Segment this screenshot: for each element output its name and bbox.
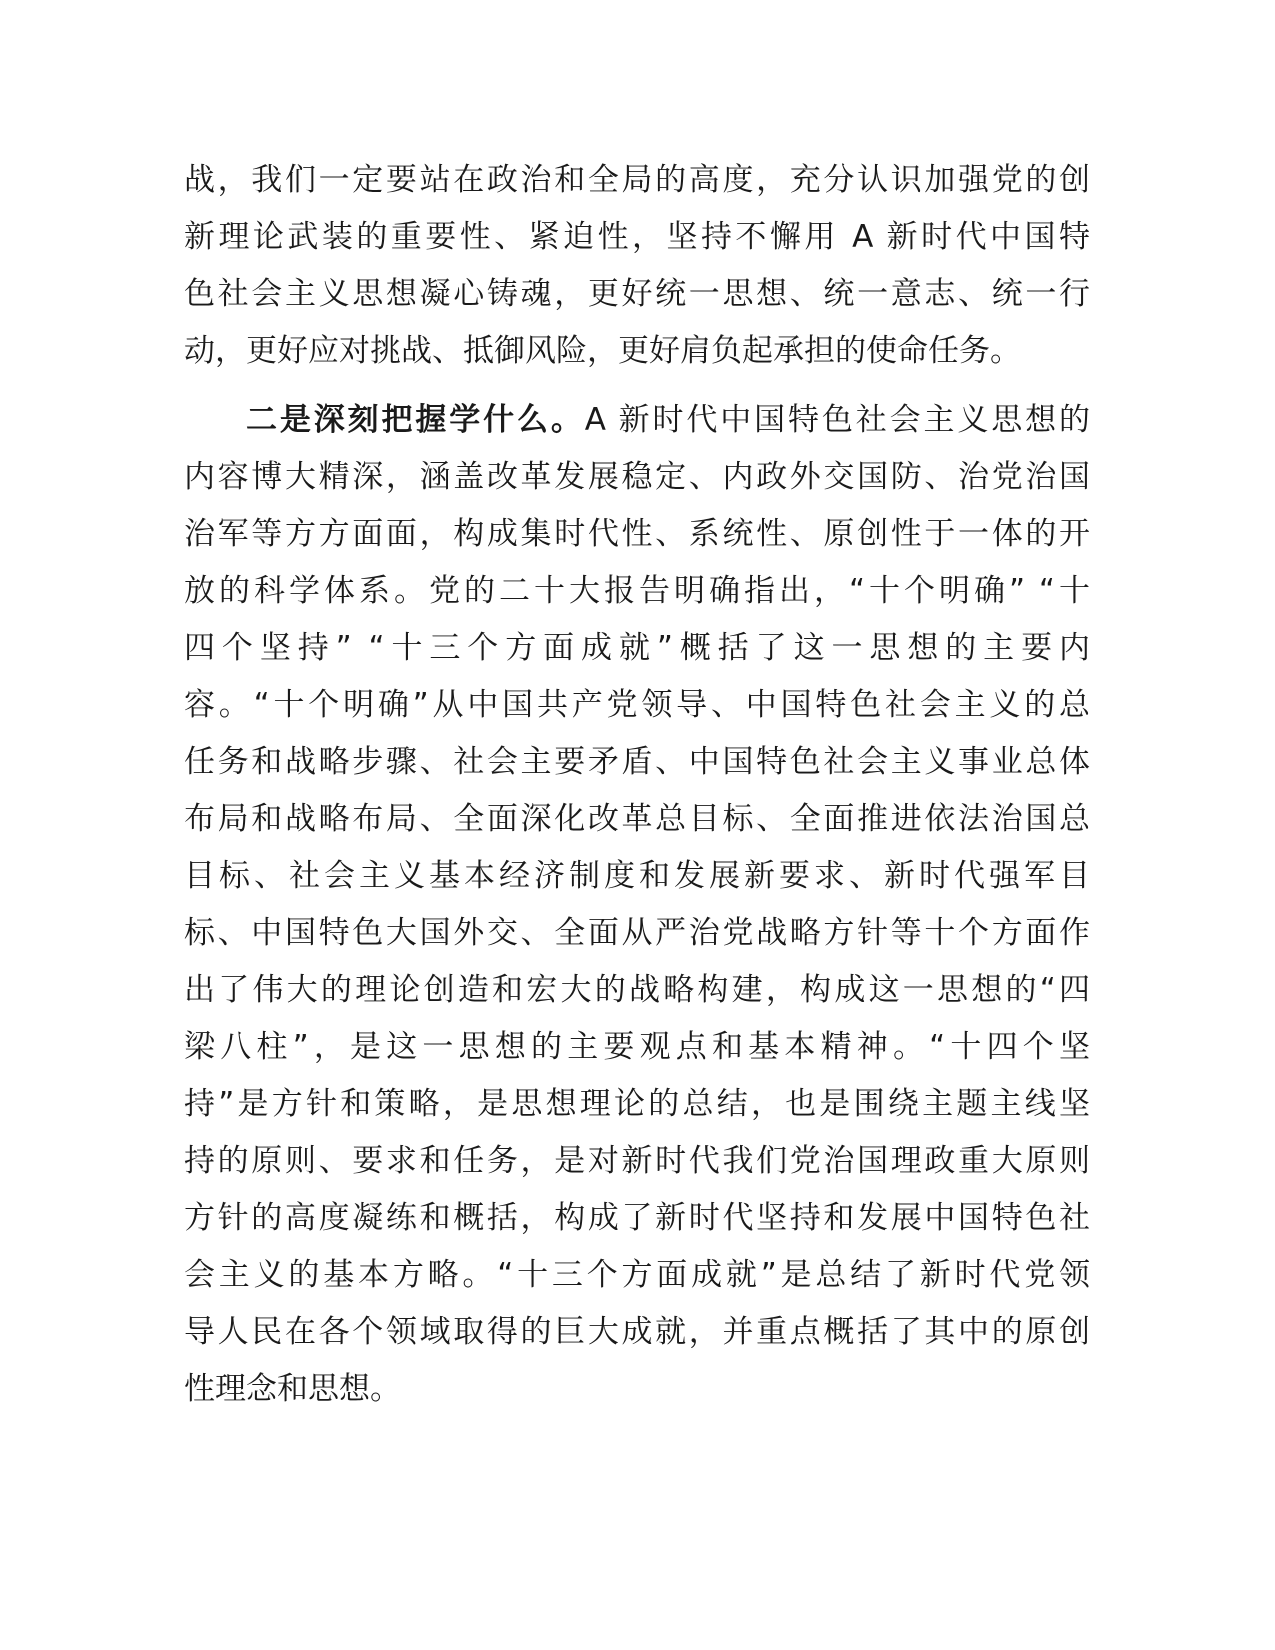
text-line: 动，更好应对挑战、抵御风险，更好肩负起承担的使命任务。 bbox=[184, 333, 1021, 369]
text-fragment: A 新时代中国特色社会主义思想的 bbox=[584, 402, 1091, 438]
paragraph-heading: 二是深刻把握学什么。 bbox=[246, 402, 585, 438]
text-line: 目标、社会主义基本经济制度和发展新要求、新时代强军目 bbox=[184, 858, 1090, 894]
text-line: 治军等方方面面，构成集时代性、系统性、原创性于一体的开 bbox=[184, 516, 1090, 552]
text-line: 导人民在各个领域取得的巨大成就，并重点概括了其中的原创 bbox=[184, 1314, 1090, 1350]
text-line: 放的科学体系。党的二十大报告明确指出，“十个明确” “十 bbox=[184, 573, 1090, 609]
text-line: 容。“十个明确”从中国共产党领导、中国特色社会主义的总 bbox=[184, 687, 1090, 723]
text-line: 持”是方针和策略，是思想理论的总结，也是围绕主题主线坚 bbox=[184, 1086, 1090, 1122]
text-line: 方针的高度凝练和概括，构成了新时代坚持和发展中国特色社 bbox=[184, 1200, 1090, 1236]
paragraph-2 bbox=[184, 392, 1090, 1418]
paragraph-1 bbox=[184, 152, 1090, 380]
text-line: 持的原则、要求和任务，是对新时代我们党治国理政重大原则 bbox=[184, 1143, 1090, 1179]
text-line: 色社会主义思想凝心铸魂，更好统一思想、统一意志、统一行 bbox=[184, 276, 1090, 312]
text-line: 内容博大精深，涵盖改革发展稳定、内政外交国防、治党治国 bbox=[184, 459, 1090, 495]
text-line: 性理念和思想。 bbox=[184, 1371, 401, 1407]
text-line: 任务和战略步骤、社会主要矛盾、中国特色社会主义事业总体 bbox=[184, 744, 1090, 780]
text-line: 出了伟大的理论创造和宏大的战略构建，构成这一思想的“四 bbox=[184, 972, 1090, 1008]
text-line-first bbox=[184, 392, 1090, 449]
text-line: 标、中国特色大国外交、全面从严治党战略方针等十个方面作 bbox=[184, 915, 1090, 951]
text-line: 战，我们一定要站在政治和全局的高度，充分认识加强党的创 bbox=[184, 162, 1090, 198]
text-line: 四个坚持” “十三个方面成就”概括了这一思想的主要内 bbox=[184, 630, 1090, 666]
text-line: 新理论武装的重要性、紧迫性，坚持不懈用 A 新时代中国特 bbox=[184, 219, 1090, 255]
paragraph-gap bbox=[184, 380, 1090, 392]
text-line: 会主义的基本方略。“十三个方面成就”是总结了新时代党领 bbox=[184, 1257, 1090, 1293]
text-line: 布局和战略布局、全面深化改革总目标、全面推进依法治国总 bbox=[184, 801, 1090, 837]
text-line: 梁八柱”，是这一思想的主要观点和基本精神。“十四个坚 bbox=[184, 1029, 1090, 1065]
document-body bbox=[184, 152, 1090, 1418]
